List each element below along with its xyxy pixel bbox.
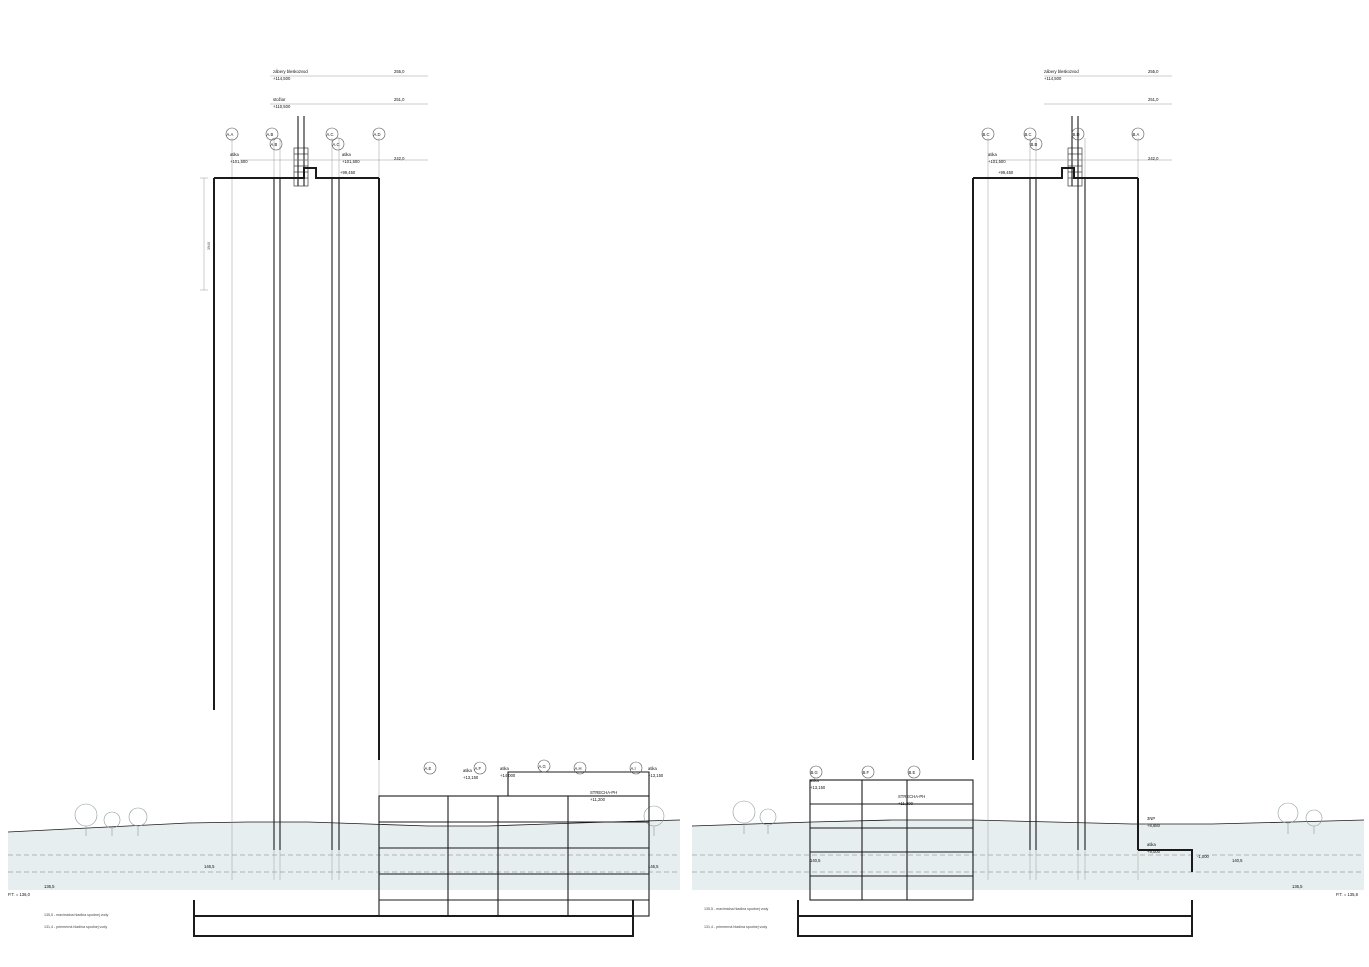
svg-text:A.A: A.A bbox=[226, 131, 234, 137]
terrain-mark-a-2: 146,5 bbox=[648, 864, 659, 869]
svg-text:+9,000: +9,000 bbox=[1147, 849, 1160, 854]
svg-text:B.B: B.B bbox=[1030, 141, 1038, 147]
annot-a-2-elev: 251,0 bbox=[394, 97, 405, 102]
svg-text:B.F: B.F bbox=[862, 769, 870, 775]
svg-text:STRECHA-PH: STRECHA-PH bbox=[590, 790, 618, 795]
svg-text:+14,000: +14,000 bbox=[500, 773, 516, 778]
svg-text:A.E: A.E bbox=[424, 765, 432, 771]
svg-text:A.B: A.B bbox=[270, 141, 278, 147]
svg-text:+13,150: +13,150 bbox=[648, 773, 664, 778]
svg-text:A.I: A.I bbox=[630, 765, 636, 771]
svg-text:B.C: B.C bbox=[1024, 131, 1032, 137]
annot-a-4-text: atika bbox=[342, 152, 351, 157]
annot-b-2-elev: 251,0 bbox=[1148, 97, 1159, 102]
terrain-mark-b-2: 136,5 bbox=[1292, 884, 1303, 889]
annot-a-1-elev: 255,0 bbox=[394, 69, 405, 74]
annot-b-1-text: zábery bleskozvod bbox=[1044, 69, 1079, 74]
terrain-mark-a-1: 146,5 bbox=[204, 864, 215, 869]
svg-text:+13,150: +13,150 bbox=[810, 785, 826, 790]
terrain-mark-b-0: 140,5 bbox=[810, 858, 821, 863]
tower-b-svg bbox=[692, 60, 1364, 929]
terrain-left-a: P.T. = 136,0 bbox=[8, 892, 30, 897]
annot-a-2-value: +110,500 bbox=[273, 104, 291, 109]
annot-a-5-value: +99,450 bbox=[340, 170, 356, 175]
svg-text:A.D: A.D bbox=[373, 131, 381, 137]
svg-text:+8,880: +8,880 bbox=[1147, 823, 1160, 828]
annot-a-2-text: stožiar bbox=[273, 97, 286, 102]
svg-text:A.C: A.C bbox=[326, 131, 334, 137]
svg-text:+11,200: +11,200 bbox=[590, 797, 605, 802]
annot-b-3-value: +101,500 bbox=[988, 159, 1006, 164]
svg-text:-1,000: -1,000 bbox=[1197, 854, 1209, 859]
terrain-mark-a-0: 136,5 bbox=[44, 884, 55, 889]
annot-a-1-value: +114,500 bbox=[273, 76, 291, 81]
annot-a-3-value: +101,500 bbox=[230, 159, 248, 164]
svg-text:B.G: B.G bbox=[810, 769, 818, 775]
svg-text:A.H: A.H bbox=[574, 765, 582, 771]
annot-a-4-value: +101,500 bbox=[342, 159, 360, 164]
svg-text:B.D: B.D bbox=[1072, 131, 1080, 137]
section-drawing-tower-b bbox=[692, 60, 1364, 929]
water-line-a-0: 135,5 - maximálna hladina spodnej vody bbox=[44, 913, 109, 917]
svg-text:STRECHA-PH: STRECHA-PH bbox=[898, 794, 926, 799]
svg-text:atika: atika bbox=[648, 766, 657, 771]
svg-text:B.E: B.E bbox=[908, 769, 916, 775]
svg-text:atika: atika bbox=[1147, 842, 1156, 847]
annot-b-3-elev: 242,0 bbox=[1148, 156, 1159, 161]
water-line-a-1: 131,4 - priemerná hladina spodnej vody bbox=[44, 925, 108, 929]
water-line-b-0: 135,5 - maximálna hladina spodnej vody bbox=[704, 907, 769, 911]
svg-text:+13,150: +13,150 bbox=[463, 775, 479, 780]
svg-text:B.A: B.A bbox=[1132, 131, 1140, 137]
svg-text:atika: atika bbox=[500, 766, 509, 771]
annot-b-3-text: atika bbox=[988, 152, 997, 157]
svg-text:atika: atika bbox=[463, 768, 472, 773]
svg-text:A.G: A.G bbox=[538, 763, 546, 769]
svg-text:A.F: A.F bbox=[474, 765, 482, 771]
water-line-b-1: 131,4 - priemerná hladina spodnej vody bbox=[704, 925, 768, 929]
svg-text:3940: 3940 bbox=[207, 242, 211, 250]
annot-a-3-text: atika bbox=[230, 152, 239, 157]
tower-a-svg bbox=[8, 60, 680, 929]
grid-axis-bubbles bbox=[226, 128, 385, 150]
svg-text:A.C: A.C bbox=[332, 141, 340, 147]
grid-axis-bubbles-low bbox=[810, 766, 920, 778]
svg-text:3NP: 3NP bbox=[1147, 816, 1156, 821]
terrain-right-b: P.T. = 135,8 bbox=[1336, 892, 1358, 897]
annot-b-4-value: +99,450 bbox=[998, 170, 1014, 175]
section-drawing-tower-a bbox=[8, 60, 680, 929]
grid-axis-bubbles bbox=[982, 128, 1144, 150]
terrain-mark-b-1: 140,5 bbox=[1232, 858, 1243, 863]
annot-a-3-elev: 242,0 bbox=[394, 156, 405, 161]
svg-text:+11,200: +11,200 bbox=[898, 801, 913, 806]
svg-text:A.B: A.B bbox=[266, 131, 274, 137]
annot-b-1-elev: 255,0 bbox=[1148, 69, 1159, 74]
annot-b-1-value: +114,500 bbox=[1044, 76, 1062, 81]
annot-a-1-text: zábery bleskozvod bbox=[273, 69, 308, 74]
svg-text:B.C: B.C bbox=[982, 131, 990, 137]
svg-text:atika: atika bbox=[810, 778, 819, 783]
